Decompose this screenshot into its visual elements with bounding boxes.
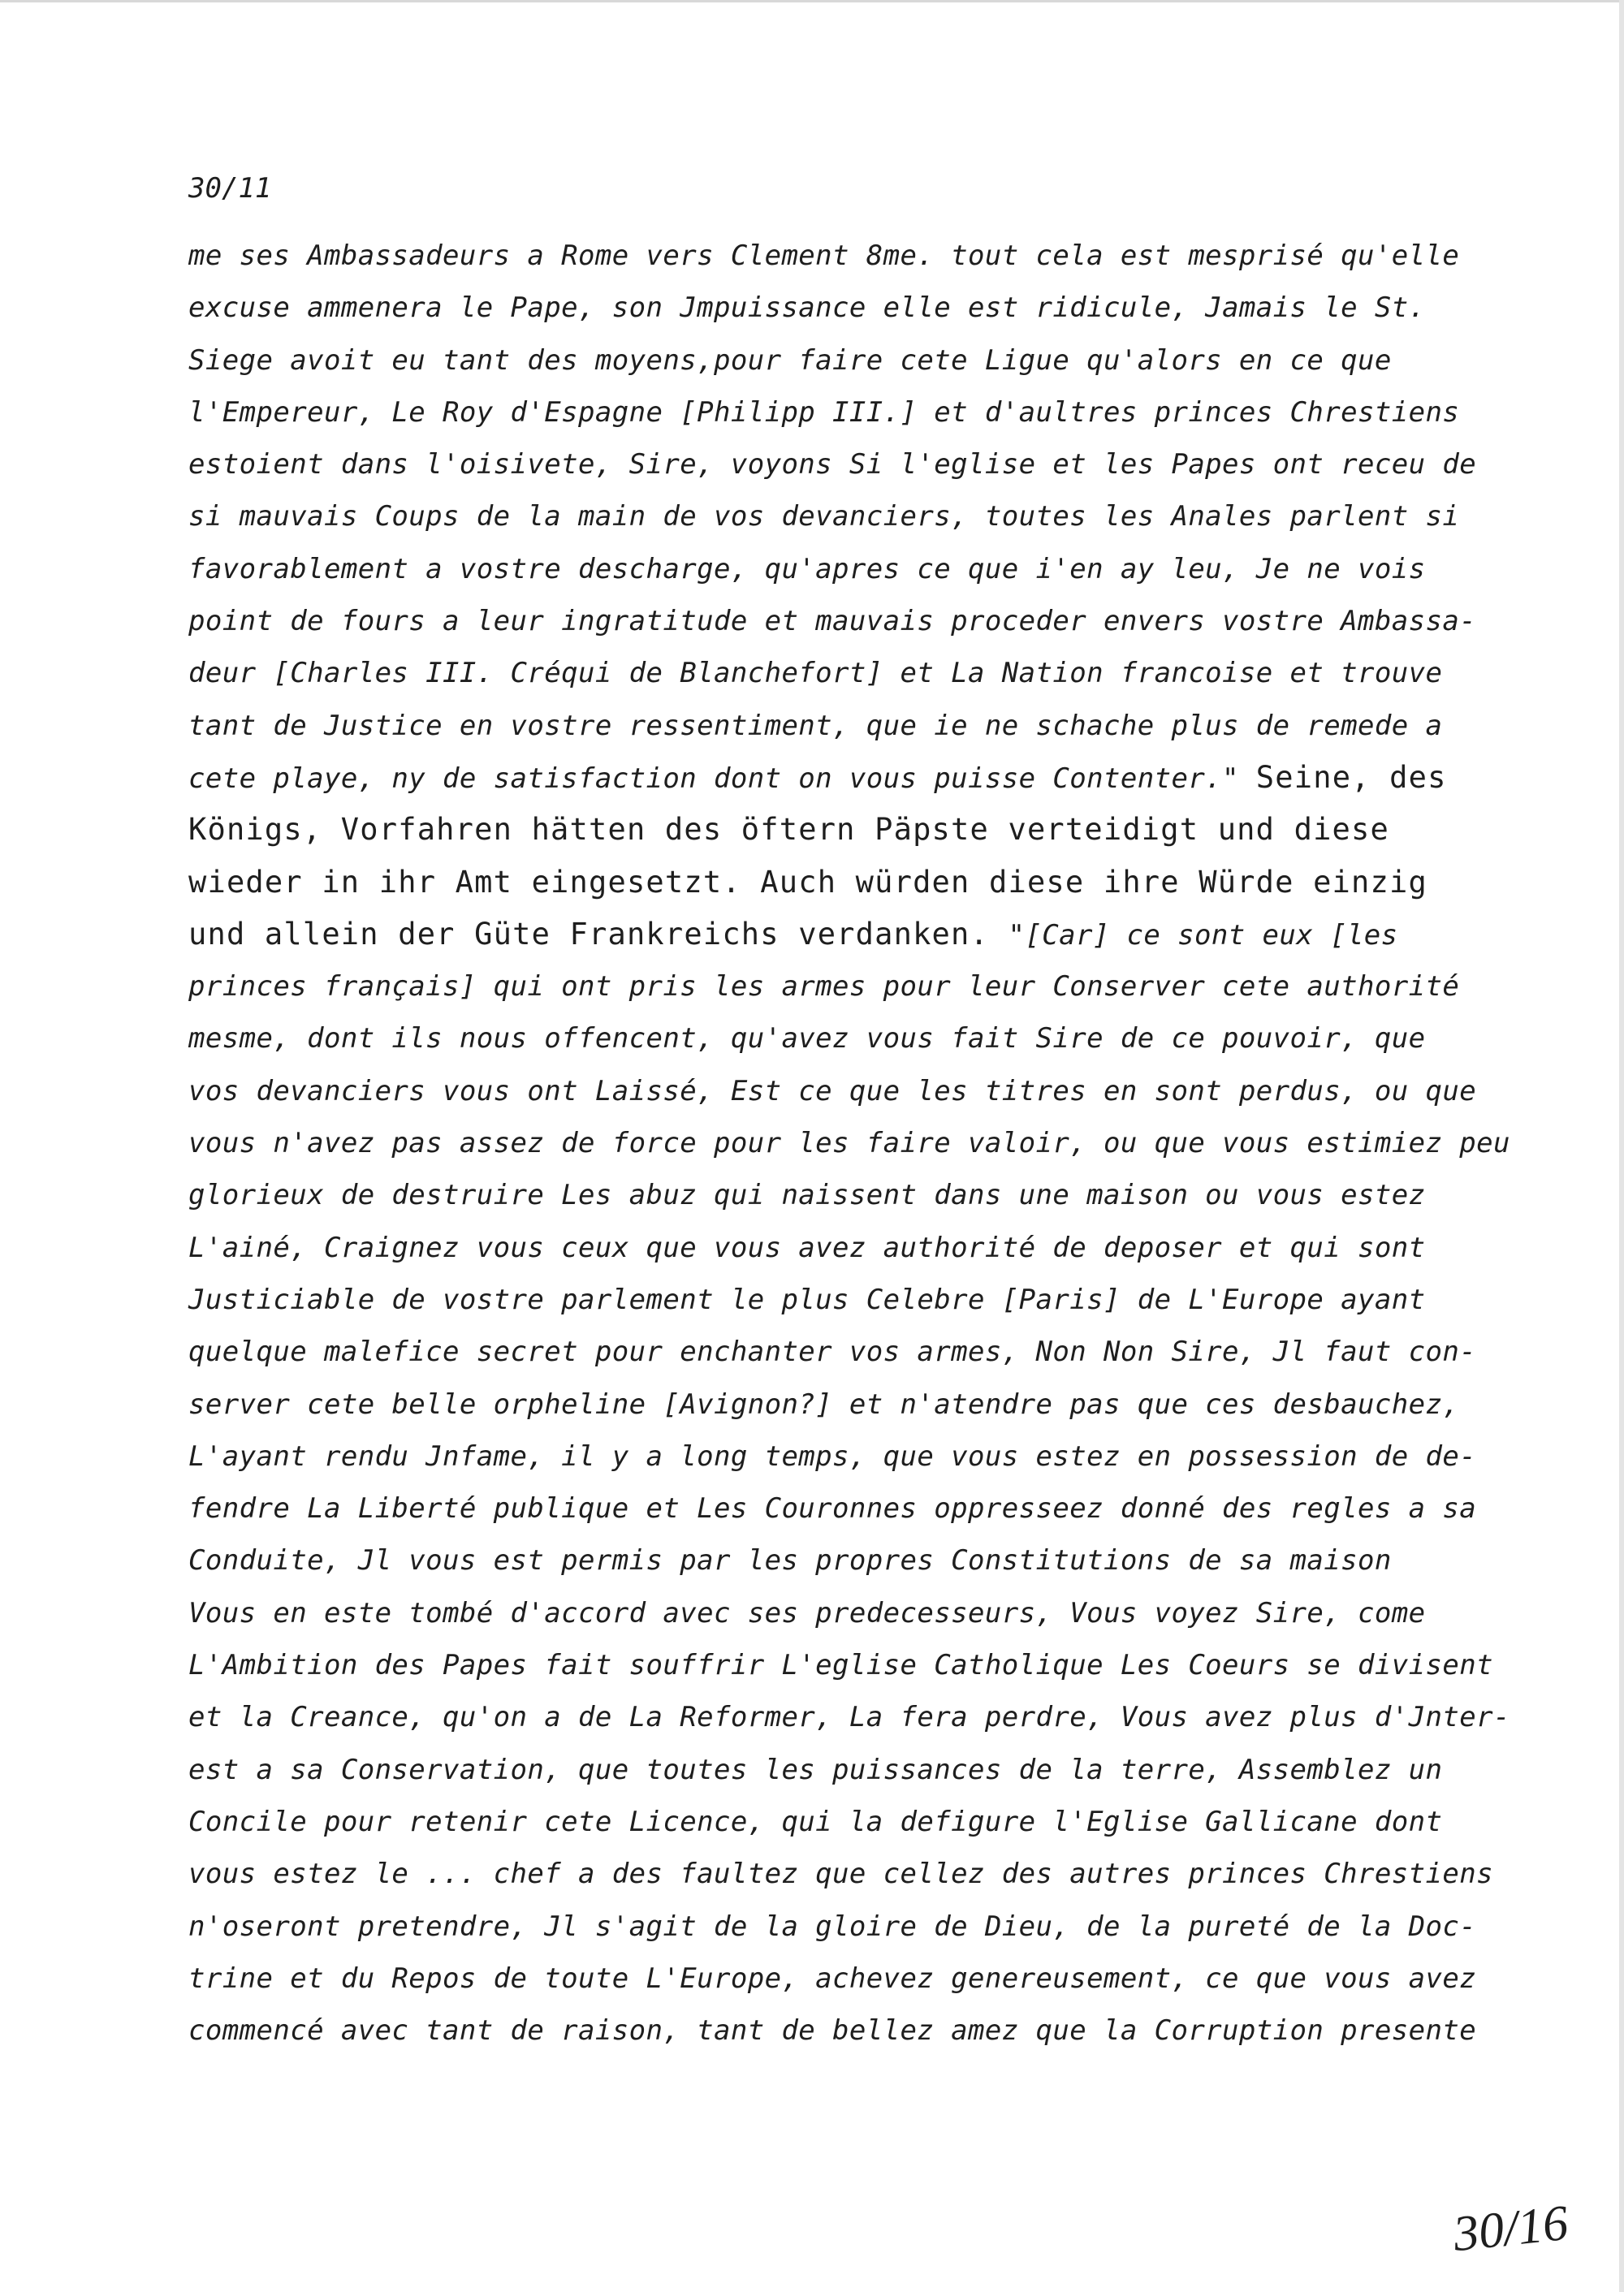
handwritten-folio-number: 30/16 [1450, 2195, 1571, 2263]
french-quotation-segment: mesme, dont ils nous offencent, qu'avez vous fait Sire de ce pouvoir, que [188, 1022, 1426, 1055]
text-line [188, 386, 1553, 438]
german-text-segment: Königs, Vorfahren hätten des öftern Päpste verteidigt und diese [188, 812, 1389, 848]
text-line [188, 1534, 1553, 1586]
french-quotation-segment: Conduite, Jl vous est permis par les propres Constitutions de sa maison [188, 1544, 1392, 1578]
french-quotation-segment: L'ayant rendu Jnfame, il y a long temps, que vous estez en possession de de- [188, 1440, 1477, 1473]
text-line [188, 804, 1553, 856]
german-text-segment: wieder in ihr Amt eingesetzt. Auch würden diese ihre Würde einzig [188, 864, 1427, 900]
french-quotation-segment: excuse ammenera le Pape, son Jmpuissance elle est ridicule, Jamais le St. [188, 291, 1426, 325]
text-line [188, 1274, 1553, 1326]
text-line [188, 1117, 1553, 1169]
scan-top-edge [0, 0, 1624, 2]
text-line [188, 752, 1553, 804]
french-quotation-segment: estoient dans l'oisivete, Sire, voyons Si l'eglise et les Papes ont receu de [188, 448, 1477, 481]
french-quotation-segment: cete playe, ny de satisfaction dont on vous puisse Contenter." [188, 762, 1256, 795]
text-line [188, 1012, 1553, 1064]
text-line [188, 1431, 1553, 1483]
french-quotation-segment: commencé avec tant de raison, tant de bellez amez que la Corruption presente [188, 2014, 1477, 2048]
text-line [188, 282, 1553, 334]
french-quotation-segment: vous estez le ... chef a des faultez que cellez des autres princes Chrestiens [188, 1858, 1493, 1891]
text-line [188, 1796, 1553, 1848]
text-line [188, 960, 1553, 1012]
french-quotation-segment: Vous en este tombé d'accord avec ses predecesseurs, Vous voyez Sire, come [188, 1596, 1426, 1629]
french-quotation-segment: Justiciable de vostre parlement le plus Celebre [Paris] de L'Europe ayant [188, 1283, 1426, 1316]
text-line [188, 595, 1553, 647]
text-line [188, 700, 1553, 752]
french-quotation-segment: deur [Charles III. Créqui de Blanchefort] et La Nation francoise et trouve [188, 657, 1443, 690]
text-line [188, 1326, 1553, 1378]
french-quotation-segment: tant de Justice en vostre ressentiment, que ie ne schache plus de remede a [188, 709, 1443, 742]
text-line [188, 1587, 1553, 1639]
french-quotation-segment: vous n'avez pas assez de force pour les faire valoir, ou que vous estimiez peu [188, 1127, 1510, 1160]
text-line [188, 1848, 1553, 1900]
french-quotation-segment: favorablement a vostre descharge, qu'apres ce que i'en ay leu, Je ne vois [188, 552, 1426, 585]
german-text-segment: und allein der Güte Frankreichs verdanken. [188, 916, 1009, 952]
typescript-body [188, 230, 1553, 2057]
text-line [188, 1065, 1553, 1117]
french-quotation-segment: vos devanciers vous ont Laissé, Est ce que les titres en sont perdus, ou que [188, 1074, 1477, 1107]
french-quotation-segment: est a sa Conservation, que toutes les puissances de la terre, Assemblez un [188, 1753, 1443, 1786]
text-line [188, 2005, 1553, 2057]
french-quotation-segment: me ses Ambassadeurs a Rome vers Clement 8me. tout cela est mesprisé qu'elle [188, 240, 1460, 272]
text-line [188, 1901, 1553, 1953]
french-quotation-segment: quelque malefice secret pour enchanter vos armes, Non Non Sire, Jl faut con- [188, 1336, 1477, 1369]
french-quotation-segment: "[Car] ce sont eux [les [1008, 918, 1398, 952]
french-quotation-segment: L'ainé, Craignez vous ceux que vous avez authorité de deposer et qui sont [188, 1231, 1426, 1264]
text-line [188, 1639, 1553, 1691]
text-line [188, 490, 1553, 542]
french-quotation-segment: L'Ambition des Papes fait souffrir L'eglise Catholique Les Coeurs se divisent [188, 1649, 1493, 1682]
page-number: 30/11 [188, 172, 272, 205]
french-quotation-segment: fendre La Liberté publique et Les Couronnes oppresseez donné des regles a sa [188, 1492, 1477, 1526]
text-line [188, 335, 1553, 386]
french-quotation-segment: point de fours a leur ingratitude et mauvais proceder envers vostre Ambassa- [188, 605, 1477, 638]
text-line [188, 1169, 1553, 1221]
text-line [188, 1691, 1553, 1743]
text-line [188, 909, 1553, 960]
scan-right-edge [1619, 0, 1624, 2292]
french-quotation-segment: Siege avoit eu tant des moyens,pour faire cete Ligue qu'alors en ce que [188, 343, 1392, 377]
text-line [188, 1483, 1553, 1534]
french-quotation-segment: n'oseront pretendre, Jl s'agit de la gloire de Dieu, de la pureté de la Doc- [188, 1910, 1477, 1943]
german-text-segment: Seine, des [1255, 759, 1447, 795]
french-quotation-segment: glorieux de destruire Les abuz qui naissent dans une maison ou vous estez [188, 1179, 1426, 1212]
french-quotation-segment: server cete belle orpheline [Avignon?] et n'atendre pas que ces desbauchez, [188, 1388, 1460, 1421]
text-line [188, 857, 1553, 909]
text-line [188, 647, 1553, 699]
text-line [188, 1953, 1553, 2005]
text-line [188, 230, 1553, 282]
text-line [188, 438, 1553, 490]
french-quotation-segment: et la Creance, qu'on a de La Reformer, La fera perdre, Vous avez plus d'Jnter- [188, 1701, 1510, 1734]
french-quotation-segment: princes français] qui ont pris les armes pour leur Conserver cete authorité [188, 970, 1460, 1004]
french-quotation-segment: trine et du Repos de toute L'Europe, achevez genereusement, ce que vous avez [188, 1962, 1477, 1995]
text-line [188, 543, 1553, 595]
french-quotation-segment: Concile pour retenir cete Licence, qui la defigure l'Eglise Gallicane dont [188, 1805, 1443, 1838]
text-line [188, 1744, 1553, 1796]
text-line [188, 1379, 1553, 1431]
french-quotation-segment: l'Empereur, Le Roy d'Espagne [Philipp III.] et d'aultres princes Chrestiens [188, 395, 1460, 429]
french-quotation-segment: si mauvais Coups de la main de vos devanciers, toutes les Anales parlent si [188, 500, 1460, 533]
text-line [188, 1222, 1553, 1274]
